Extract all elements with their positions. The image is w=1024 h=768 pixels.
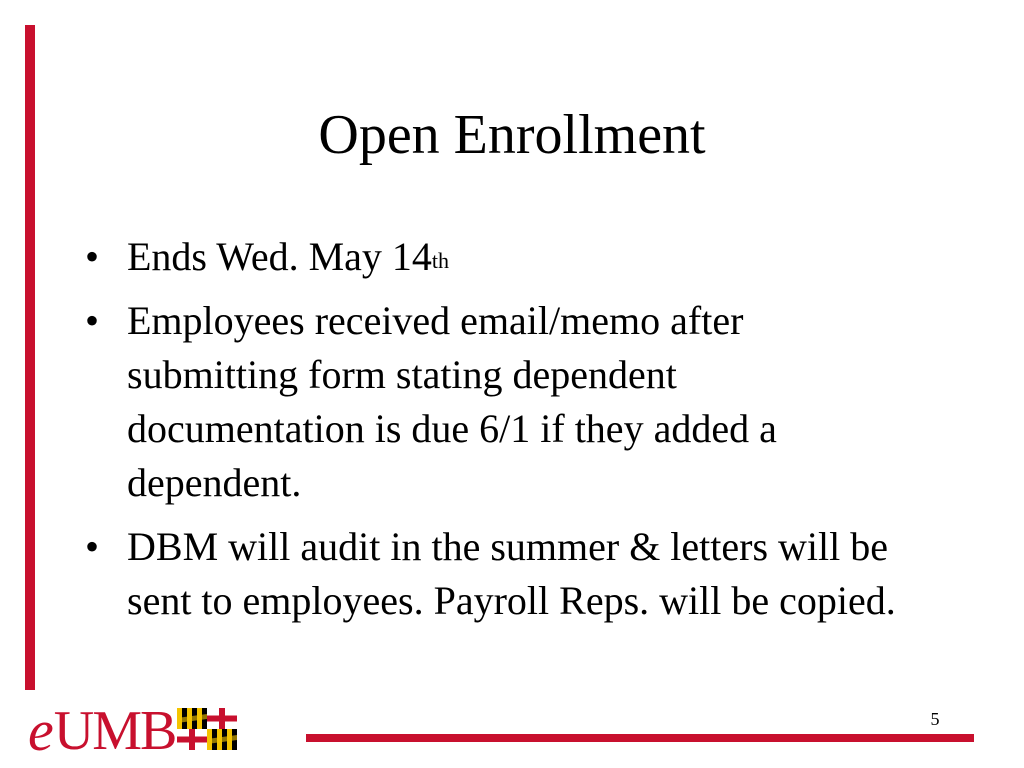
page-number: 5 [930,709,940,729]
bottom-accent-bar [306,734,974,742]
bullet-list [85,230,905,638]
bullet-text: Ends Wed. May 14 [127,234,432,279]
bullet-item [85,294,905,510]
slide-title: Open Enrollment [318,104,706,166]
bullet-marker: • [85,298,100,343]
bullet-item [85,520,905,628]
eumb-logo [28,698,237,763]
bullet-item [85,230,905,284]
maryland-flag-icon [177,708,237,750]
bullet-text: Employees received email/memo after submitting form stating dependent documentation is due 6/1 if they added a dependent. [127,298,777,505]
logo-name: UMB [53,700,176,762]
logo-prefix: e [28,698,54,763]
bullet-marker: • [85,234,100,279]
bullet-superscript: th [431,248,450,273]
bullet-text: DBM will audit in the summer & letters will be sent to employees. Payroll Reps. will be copied. [127,524,896,623]
bullet-marker: • [85,524,100,569]
